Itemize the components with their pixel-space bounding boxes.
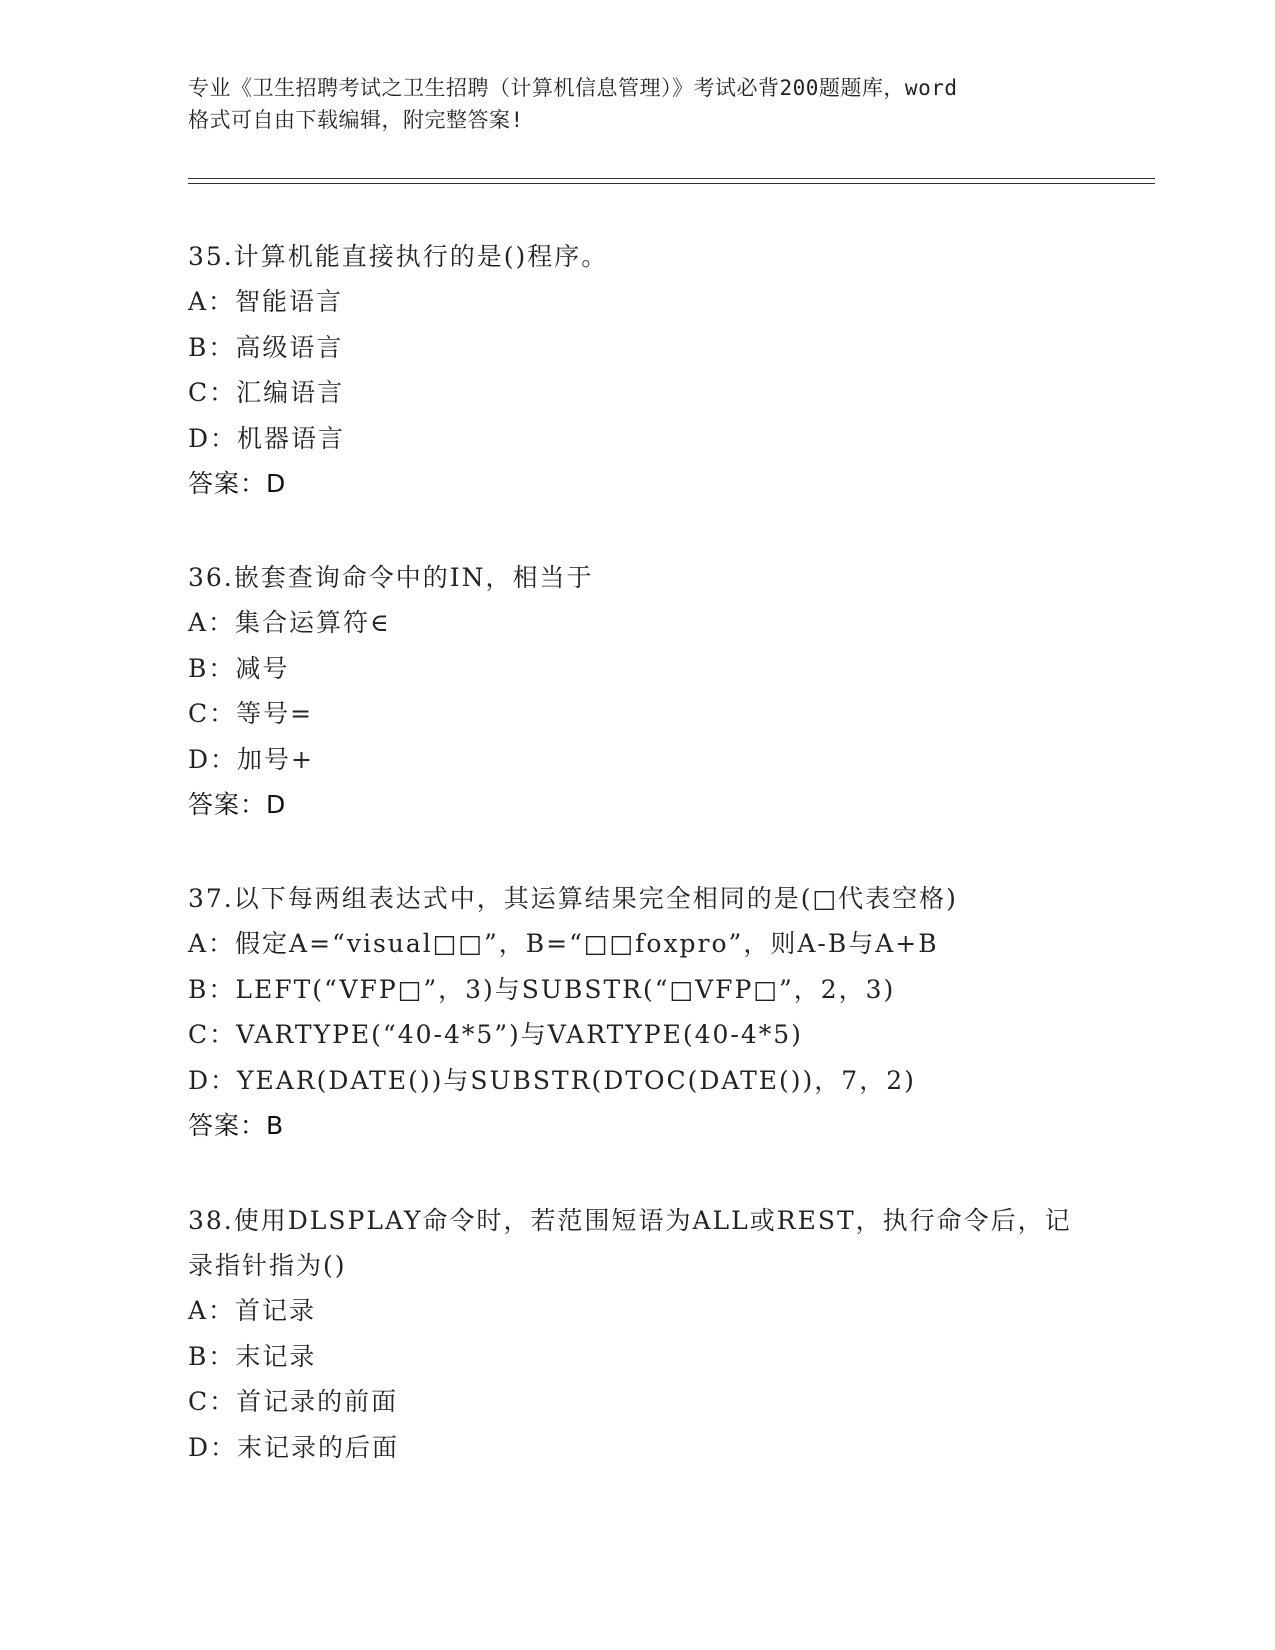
question-stem-line-1: 38.使用DLSPLAY命令时，若范围短语为ALL或REST，执行命令后，记 [188,1206,1072,1235]
question-36 [188,555,1108,827]
document-header [188,72,1098,136]
answer-label: 答案：D [188,469,287,498]
option-d: D：末记录的后面 [188,1432,400,1462]
option-d: D：YEAR(DATE())与SUBSTR(DTOC(DATE())，7，2) [188,1065,916,1095]
option-b: B：LEFT(“VFP□”，3)与SUBSTR(“□VFP□”，2，3) [188,974,896,1004]
option-d: D：加号+ [188,744,314,774]
option-c: C：首记录的前面 [188,1387,399,1416]
question-stem: 37.以下每两组表达式中，其运算结果完全相同的是(□代表空格) [188,884,958,913]
option-b: B：减号 [188,653,290,683]
option-a: A：集合运算符∈ [188,608,391,637]
option-a: A：智能语言 [188,287,344,316]
option-c: C：等号= [188,699,314,728]
header-divider-bottom [188,183,1155,184]
option-a: A：首记录 [188,1296,317,1325]
option-d: D：机器语言 [188,423,346,453]
question-38 [188,1198,1108,1470]
header-divider-top [188,178,1155,179]
option-c: C：汇编语言 [188,378,345,407]
header-line-1: 专业《卫生招聘考试之卫生招聘（计算机信息管理）》考试必背200题题库，word [188,76,958,100]
option-b: B：高级语言 [188,332,344,362]
question-stem: 35.计算机能直接执行的是()程序。 [188,242,609,271]
option-a: A：假定A=“visual□□”，B=“□□foxpro”，则A-B与A+B [188,929,939,958]
answer-label: 答案：B [188,1111,285,1140]
question-35 [188,234,1108,506]
option-b: B：末记录 [188,1341,317,1371]
answer-label: 答案：D [188,790,287,819]
header-line-2: 格式可自由下载编辑，附完整答案! [188,108,524,132]
question-37 [188,876,1108,1148]
question-stem-line-2: 录指针指为() [188,1251,347,1280]
option-c: C：VARTYPE(“40-4*5”)与VARTYPE(40-4*5) [188,1020,803,1049]
question-stem: 36.嵌套查询命令中的IN，相当于 [188,563,594,592]
